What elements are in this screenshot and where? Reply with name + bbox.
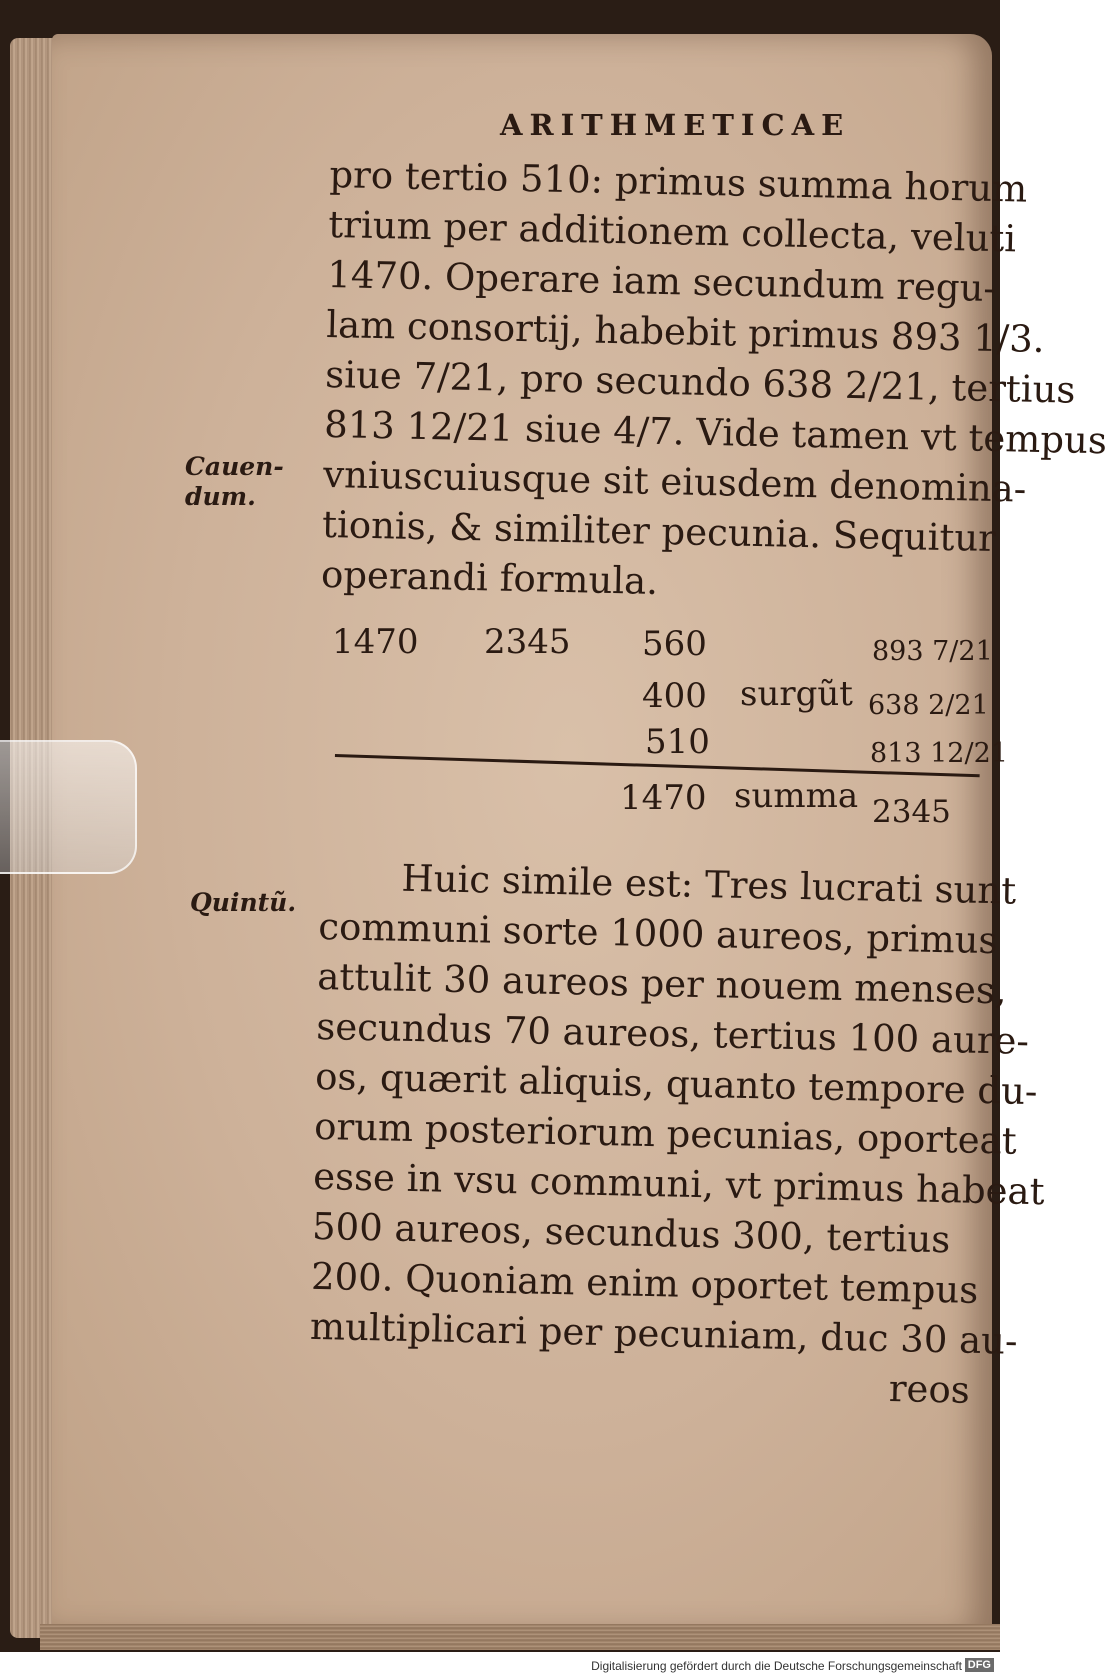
page-clip <box>0 740 137 874</box>
calc-value: 400 <box>642 676 707 716</box>
text-line: lam consortij, habebit primus 893 1/3. <box>325 302 1046 362</box>
text-line: Huic simile est: Tres lucrati sunt <box>401 856 1017 913</box>
text-line: 200. Quoniam enim oportet tempus <box>310 1254 979 1312</box>
text-line: reos <box>888 1367 971 1412</box>
calc-label: summa <box>734 776 859 816</box>
book-bottom-edge <box>40 1624 1000 1650</box>
text-line: multiplicari per pecuniam, duc 30 au- <box>309 1304 1018 1363</box>
text-line: 1470. Operare iam secundum regu- <box>326 252 997 310</box>
calc-value: 1470 <box>332 622 419 662</box>
text-line: orum posteriorum pecunias, oporteat <box>313 1104 1018 1163</box>
calc-result: 893 7/21 <box>872 636 993 667</box>
dfg-logo: DFG <box>965 1658 994 1672</box>
text-line: operandi formula. <box>320 552 659 603</box>
margin-note-line: Cauen- <box>185 452 284 481</box>
calc-value: 510 <box>645 722 710 762</box>
calc-label: surgũt <box>740 674 853 714</box>
text-line: communi sorte 1000 aureos, primus <box>317 904 998 963</box>
text-line: vniuscuiusque sit eiusdem denomina- <box>322 452 1027 511</box>
text-line: secundus 70 aureos, tertius 100 aure- <box>315 1004 1030 1063</box>
calc-result: 638 2/21 <box>868 690 989 721</box>
footer-credit: Digitalisierung gefördert durch die Deutsche Forschungsgemeinschaft <box>591 1659 962 1673</box>
text-line: pro tertio 510: primus summa horum <box>329 152 1028 211</box>
text-line: attulit 30 aureos per nouem menses, <box>316 954 1008 1013</box>
text-line: trium per additionem collecta, veluti <box>327 202 1017 261</box>
margin-note-cauendum <box>185 452 284 512</box>
text-line: tionis, & similiter pecunia. Sequitur <box>321 502 997 561</box>
text-line: 813 12/21 siue 4/7. Vide tamen vt tempus <box>323 402 1108 463</box>
paragraph-1 <box>320 150 1108 614</box>
text-line: os, quærit aliquis, quanto tempore du- <box>314 1054 1038 1114</box>
text-line: esse in vsu communi, vt primus habeat <box>312 1154 1045 1214</box>
calc-total: 1470 <box>620 778 707 818</box>
text-line: 500 aureos, secundus 300, tertius <box>311 1204 951 1262</box>
running-head: ARITHMETICAE <box>500 108 851 142</box>
margin-note-line: dum. <box>185 482 256 511</box>
calc-value: 2345 <box>484 622 571 662</box>
calc-total: 2345 <box>872 794 951 830</box>
text-line: siue 7/21, pro secundo 638 2/21, tertius <box>324 352 1076 412</box>
margin-note-quintum: Quintũ. <box>190 888 297 917</box>
calc-result: 813 12/21 <box>870 738 1008 769</box>
paragraph-2 <box>308 852 1045 1416</box>
calc-value: 560 <box>642 624 707 664</box>
